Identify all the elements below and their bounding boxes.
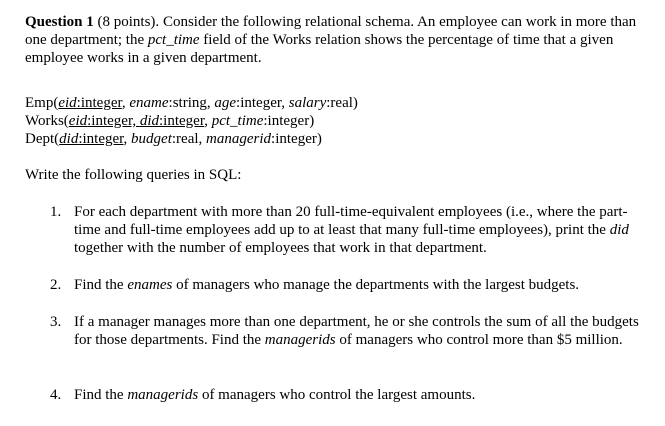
emp-eid-key: eid [58,95,77,111]
intro-text-a: Consider the following relational schema. An employee can work in more than one department; the [25,14,637,48]
intro-text-b: field of the Works relation shows the percentage of time that a given employee works in a given department. [25,32,614,66]
list-number: 1. [50,204,62,220]
schema-emp: Emp(eid:integer, ename:string, age:integer, salary:real) [25,95,358,111]
question-intro [25,13,655,67]
instruction-text: Write the following queries in SQL: [25,167,242,183]
relational-schema [25,94,655,148]
pct-time-field: pct_time [147,32,200,48]
schema-works: Works(eid:integer, did:integer, pct_time:integer) [25,113,315,129]
list-number: 4. [50,387,62,403]
works-eid-key: eid [68,113,88,129]
question-points: (8 points). [97,14,160,30]
list-number: 2. [50,277,62,293]
list-number: 3. [50,314,62,330]
works-did-key: did [139,113,160,129]
query-text: For each department with more than 20 full-time-equivalent employees (i.e., where the part-time and full-time employees add up to at least that many full-time employees), print the did together with the number of employees that work in that department. [74,204,629,256]
dept-did-key: did [59,131,79,147]
schema-dept: Dept(did:integer, budget:real, managerid:integer) [25,131,322,147]
question-heading: Question 1 [25,14,94,30]
query-text: Find the enames of managers who manage the departments with the largest budgets. [74,277,580,293]
query-text: If a manager manages more than one department, he or she controls the sum of all the budgets for those departments. Find the managerids of managers who control more than $5 million. [74,314,639,348]
query-text: Find the managerids of managers who control the largest amounts. [74,387,476,403]
